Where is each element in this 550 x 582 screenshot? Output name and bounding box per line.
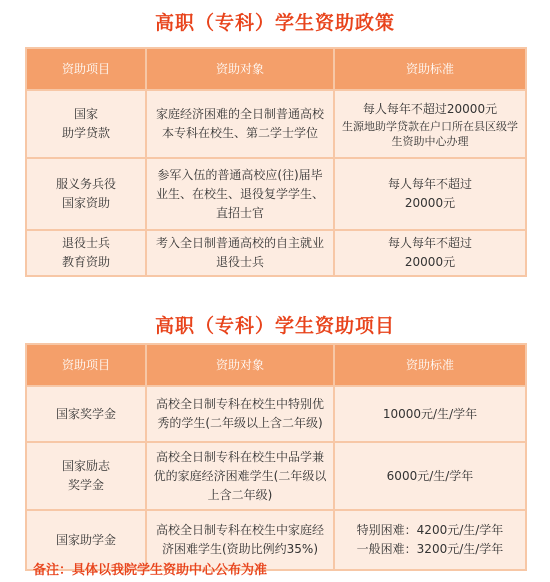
cell-text: 国家助学金 xyxy=(55,532,116,547)
cell-text: 20000元 xyxy=(404,255,456,269)
cell-text: 奖学金 xyxy=(67,478,104,492)
program-header-row xyxy=(26,344,526,386)
table-row xyxy=(26,230,526,276)
cell-text: 一般困难：3200元/生/学年 xyxy=(356,542,504,556)
cell-standard xyxy=(334,510,526,570)
cell-text: 国家奖学金 xyxy=(55,406,116,421)
cell-standard xyxy=(334,230,526,276)
program-title: 高职（专科）学生资助项目 xyxy=(154,315,395,337)
cell-text: 10000元/生/学年 xyxy=(382,406,478,421)
cell-text: 每人每年不超过 xyxy=(387,236,472,250)
cell-note: 生源地助学贷款在户口所在县区级学 xyxy=(342,119,518,133)
program-table xyxy=(25,343,527,571)
cell-text: 参军入伍的普通高校应(往)届毕 xyxy=(157,167,323,182)
cell-text: 直招士官 xyxy=(215,205,264,220)
cell-project xyxy=(26,386,146,442)
cell-text: 优的家庭经济困难学生(二年级以 xyxy=(153,468,327,483)
cell-standard xyxy=(334,90,526,158)
cell-text: 家庭经济困难的全日制普通高校 xyxy=(155,107,324,121)
cell-standard xyxy=(334,158,526,230)
cell-text: 退役士兵 xyxy=(61,236,110,250)
policy-title: 高职（专科）学生资助政策 xyxy=(154,12,395,34)
cell-text: 上含二年级) xyxy=(207,487,273,502)
footnote: 备注：具体以我院学生资助中心公布为准 xyxy=(33,563,268,578)
cell-text: 退役士兵 xyxy=(215,255,264,269)
header-project: 资助项目 xyxy=(26,48,146,90)
cell-target xyxy=(146,90,334,158)
header-target: 资助对象 xyxy=(146,344,334,386)
table-row xyxy=(26,442,526,510)
cell-text: 业生、在校生、退役复学学生、 xyxy=(155,186,324,201)
cell-standard xyxy=(334,386,526,442)
cell-text: 秀的学生(二年级以上含二年级) xyxy=(157,416,323,430)
header-standard: 资助标准 xyxy=(334,48,526,90)
cell-text: 每人每年不超过 xyxy=(387,177,472,191)
cell-target xyxy=(146,386,334,442)
cell-text: 助学贷款 xyxy=(61,126,110,140)
cell-project xyxy=(26,442,146,510)
header-target: 资助对象 xyxy=(146,48,334,90)
cell-text: 考入全日制普通高校的自主就业 xyxy=(155,236,324,250)
cell-text: 国家 xyxy=(73,107,98,121)
cell-text: 国家励志 xyxy=(61,459,110,473)
table-row xyxy=(26,158,526,230)
cell-target xyxy=(146,442,334,510)
cell-target xyxy=(146,158,334,230)
cell-project xyxy=(26,158,146,230)
cell-project xyxy=(26,90,146,158)
cell-text: 每人每年不超过20000元 xyxy=(362,101,498,116)
cell-text: 高校全日制专科在校生中品学兼 xyxy=(155,449,324,464)
policy-header-row xyxy=(26,48,526,90)
header-project: 资助项目 xyxy=(26,344,146,386)
cell-text: 特别困难：4200元/生/学年 xyxy=(356,523,504,537)
cell-standard xyxy=(334,442,526,510)
cell-target xyxy=(146,230,334,276)
cell-text: 6000元/生/学年 xyxy=(386,468,474,483)
header-standard: 资助标准 xyxy=(334,344,526,386)
cell-text: 教育资助 xyxy=(61,255,110,269)
cell-text: 国家资助 xyxy=(61,196,110,210)
table-row xyxy=(26,386,526,442)
cell-project xyxy=(26,230,146,276)
cell-text: 本专科在校生、第二学士学位 xyxy=(161,126,318,140)
cell-note: 生资助中心办理 xyxy=(391,134,469,148)
cell-text: 高校全日制专科在校生中家庭经 xyxy=(155,523,324,537)
cell-text: 高校全日制专科在校生中特别优 xyxy=(155,397,324,411)
cell-text: 服义务兵役 xyxy=(55,177,116,191)
cell-text: 济困难学生(资助比例约35%) xyxy=(161,542,319,556)
policy-table xyxy=(25,47,527,277)
table-row xyxy=(26,90,526,158)
cell-text: 20000元 xyxy=(404,196,456,210)
